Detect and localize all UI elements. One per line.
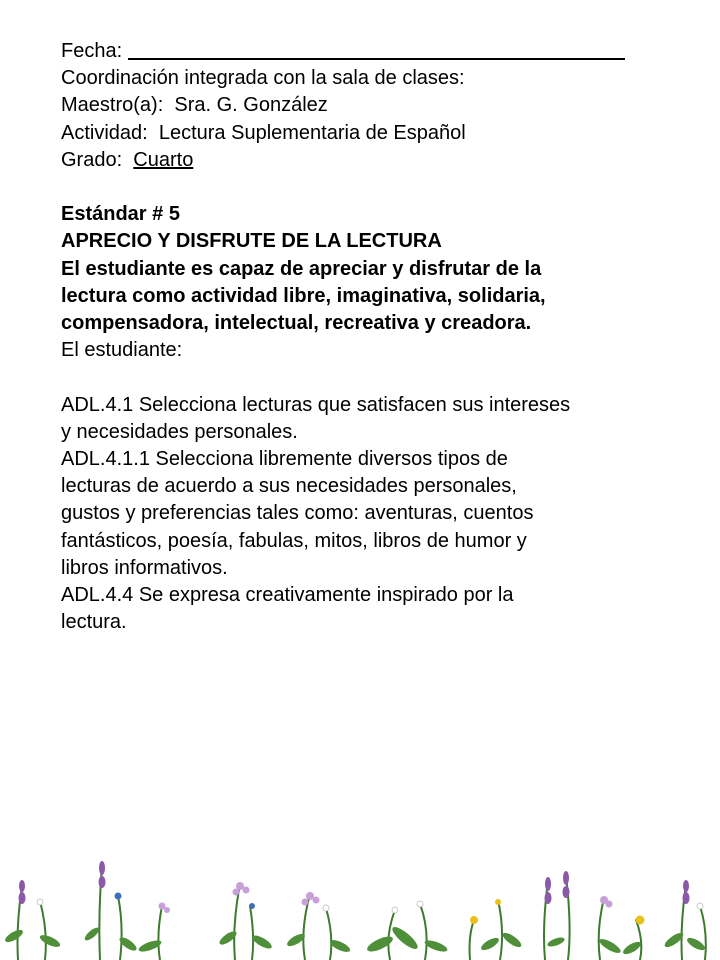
standard-intro: El estudiante: — [61, 339, 183, 362]
item-adl-4-1-1-line: ADL.4.1.1 Selecciona libremente diversos tipos de — [61, 448, 508, 471]
item-adl-4-1-1-line: lecturas de acuerdo a sus necesidades personales, — [61, 475, 517, 498]
item-adl-4-1-line: ADL.4.1 Selecciona lecturas que satisfacen sus intereses — [61, 393, 571, 416]
fecha-label: Fecha: — [61, 40, 123, 62]
document-body — [61, 38, 701, 636]
item-adl-4-1-1-line: fantásticos, poesía, fabulas, mitos, libros de humor y — [61, 529, 527, 552]
wildflower-border-illustration — [0, 846, 720, 960]
maestro-line — [61, 92, 701, 119]
grado-label: Grado: — [61, 148, 123, 171]
item-adl-4-4-line: lectura. — [61, 611, 127, 634]
grado-value: Cuarto — [133, 148, 194, 171]
item-adl-4-1-1-line: gustos y preferencias tales como: aventuras, cuentos — [61, 502, 534, 525]
fecha-blank-field — [128, 38, 625, 60]
item-adl-4-1-line: y necesidades personales. — [61, 420, 298, 443]
actividad-value: Lectura Suplementaria de Español — [158, 121, 466, 144]
spacer — [61, 364, 701, 391]
grado-line — [61, 147, 701, 174]
maestro-value: Sra. G. González — [174, 94, 328, 117]
maestro-label: Maestro(a): — [61, 94, 164, 117]
spacer — [61, 174, 701, 201]
standard-number: Estándar # 5 — [61, 203, 180, 226]
standard-description-line: lectura como actividad libre, imaginativa, solidaria, — [61, 284, 546, 307]
standard-title: APRECIO Y DISFRUTE DE LA LECTURA — [61, 230, 442, 253]
coordinacion-line: Coordinación integrada con la sala de clases: — [61, 67, 465, 90]
item-adl-4-1-1-line: libros informativos. — [61, 556, 228, 579]
fecha-line — [61, 38, 701, 65]
actividad-label: Actividad: — [61, 121, 148, 144]
actividad-line — [61, 120, 701, 147]
standard-description-line: compensadora, intelectual, recreativa y creadora. — [61, 312, 532, 335]
item-adl-4-4-line: ADL.4.4 Se expresa creativamente inspirado por la — [61, 584, 514, 607]
standard-description-line: El estudiante es capaz de apreciar y disfrutar de la — [61, 257, 542, 280]
